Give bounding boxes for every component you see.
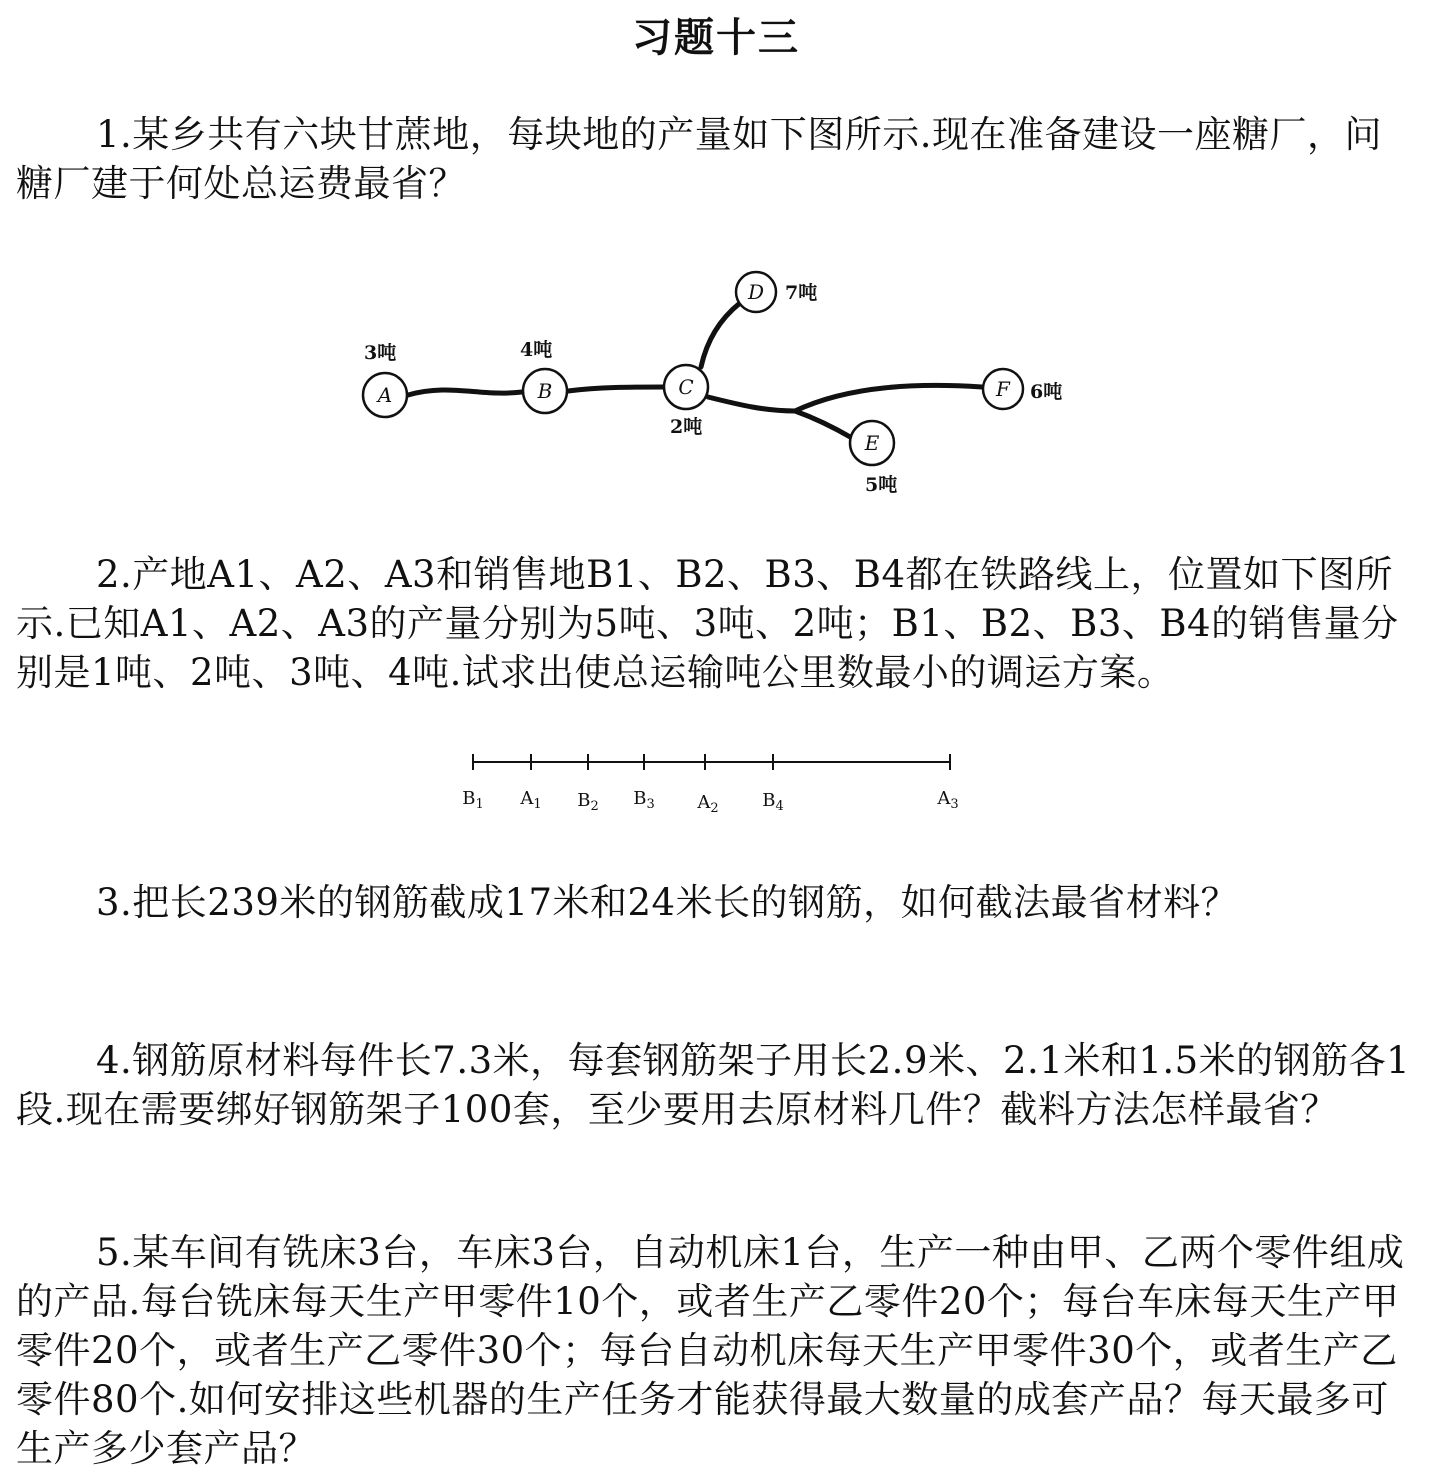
page-title: 习题十三 [632, 15, 800, 61]
road-a-b [408, 390, 522, 395]
sugarcane-network-diagram [330, 255, 1110, 510]
node-e-letter: E [864, 431, 880, 455]
problem-1 [16, 110, 1416, 208]
problem-3-text: 3.把长239米的钢筋截成17米和24米长的钢筋，如何截法最省材料？ [96, 881, 1239, 924]
node-b-letter: B [537, 379, 553, 403]
node-c-yield: 2吨 [670, 416, 703, 438]
railway-line-diagram [440, 740, 1000, 830]
node-d-letter: D [747, 280, 765, 304]
node-e-yield: 5吨 [865, 474, 898, 496]
road-c-junction [708, 397, 795, 411]
station-b2-label: $B_2$ [577, 790, 599, 814]
station-b1-label: $B_1$ [462, 788, 484, 812]
station-a3-label: $A_3$ [937, 788, 959, 812]
problem-4 [16, 1036, 1416, 1134]
problem-5 [16, 1228, 1416, 1473]
station-b3-label: $B_3$ [633, 788, 655, 812]
node-f-yield: 6吨 [1030, 381, 1063, 403]
problem-1-text: 1.某乡共有六块甘蔗地，每块地的产量如下图所示.现在准备建设一座糖厂，问糖厂建于何处总运费最省？ [16, 113, 1383, 205]
node-d-yield: 7吨 [785, 282, 818, 304]
road-junction-e [795, 411, 852, 438]
road-c-d [701, 303, 740, 367]
road-b-c [568, 387, 663, 391]
node-a-letter: A [377, 383, 393, 407]
road-junction-f [795, 385, 982, 411]
problem-5-text: 5.某车间有铣床3台，车床3台，自动机床1台，生产一种由甲、乙两个零件组成的产品.每台铣床每天生产甲零件10个，或者生产乙零件20个；每台车床每天生产甲零件20个，或者生产乙零件30个；每台自动机床每天生产甲零件30个，或者生产乙零件80个.如何安排这些机器的生产任务才能获得最大数量的成套产品？每天最多可生产多少套产品？ [16, 1231, 1405, 1470]
problem-3 [16, 878, 1416, 927]
problem-4-text: 4.钢筋原材料每件长7.3米，每套钢筋架子用长2.9米、2.1米和1.5米的钢筋各1段.现在需要绑好钢筋架子100套，至少要用去原材料几件？截料方法怎样最省？ [16, 1039, 1411, 1131]
station-b4-label: $B_4$ [762, 790, 784, 814]
problem-2-text: 2.产地A1、A2、A3和销售地B1、B2、B3、B4都在铁路线上，位置如下图所示.已知A1、A2、A3的产量分别为5吨、3吨、2吨；B1、B2、B3、B4的销售量分别是1吨、2吨、3吨、4吨.试求出使总运输吨公里数最小的调运方案。 [16, 553, 1399, 694]
network-svg [330, 255, 1110, 510]
node-c-letter: C [678, 375, 694, 399]
problem-2 [16, 550, 1416, 697]
station-a2-label: $A_2$ [697, 792, 719, 816]
station-a1-label: $A_1$ [520, 788, 542, 812]
node-f-letter: F [996, 377, 1010, 401]
node-a-yield: 3吨 [364, 342, 397, 364]
railway-svg [440, 740, 1000, 830]
node-b-yield: 4吨 [520, 339, 553, 361]
